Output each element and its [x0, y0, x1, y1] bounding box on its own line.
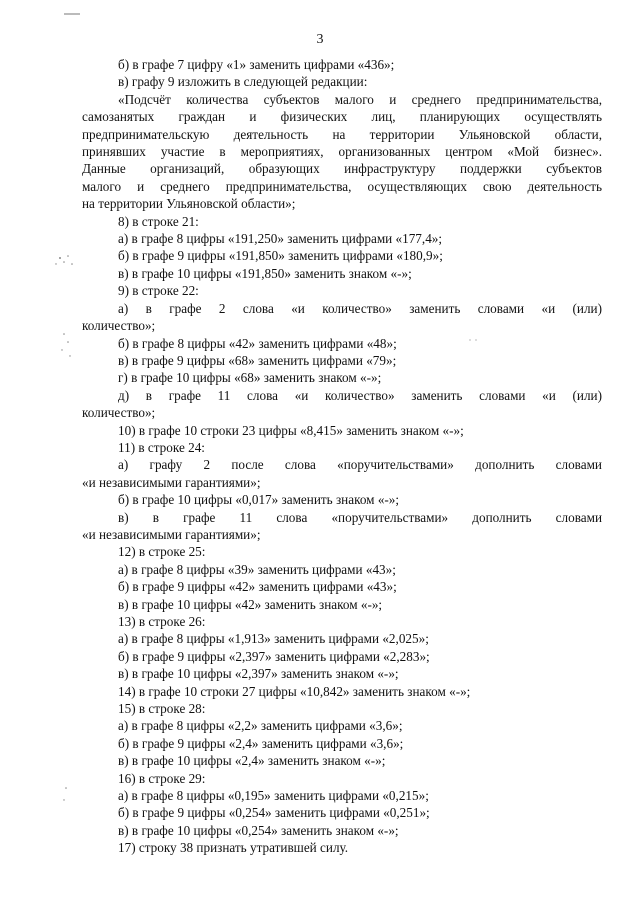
text-line: 13) в строке 26: — [118, 614, 206, 629]
text-line: а) в графе 8 цифры «2,2» заменить цифрами «3,6»; — [118, 718, 403, 734]
text-line: количество»; — [82, 405, 156, 421]
text-line: б) в графе 9 цифры «191,850» заменить цифрами «180,9»; — [118, 248, 443, 264]
text-line: самозанятых граждан и физических лиц, планирующих осуществлять — [82, 109, 602, 125]
text-line: б) в графе 8 цифры «42» заменить цифрами «48»; — [118, 335, 397, 351]
text-line: а) в графе 2 слова «и количество» заменить словами «и (или) — [118, 300, 602, 316]
text-line: б) в графе 9 цифры «42» заменить цифрами «43»; — [118, 579, 397, 595]
text-line: 9) в строке 22: — [118, 283, 199, 299]
text-line: д) в графе 11 слова «и количество» заменить словами «и (или) — [118, 387, 602, 403]
text-line: а) графу 2 после слова «поручительствами» дополнить словами — [118, 457, 602, 473]
text-line: б) в графе 9 цифры «2,4» заменить цифрами «3,6»; — [118, 735, 404, 751]
text-line: 8) в строке 21: — [118, 213, 199, 229]
text-line: в) в графе 10 цифры «2,4» заменить знаком «-»; — [118, 753, 386, 769]
document-body — [82, 56, 602, 857]
text-line: в) в графе 10 цифры «2,397» заменить знаком «-»; — [118, 666, 399, 682]
text-line: малого и среднего предпринимательства, осуществляющих свою деятельность — [82, 178, 602, 194]
text-line: принявших участие в мероприятиях, организованных центром «Мой бизнес». — [82, 144, 602, 160]
text-line: а) в графе 8 цифры «39» заменить цифрами «43»; — [118, 561, 396, 577]
text-line: в) в графе 11 слова «поручительствами» дополнить словами — [118, 509, 602, 525]
text-line: «и независимыми гарантиями»; — [82, 474, 261, 490]
text-line: количество»; — [82, 318, 156, 334]
text-line: 14) в графе 10 строки 27 цифры «10,842» заменить знаком «-»; — [118, 683, 471, 699]
text-line: 16) в строке 29: — [118, 770, 206, 786]
text-line: на территории Ульяновской области»; — [82, 196, 296, 212]
text-line: в) в графе 10 цифры «0,254» заменить знаком «-»; — [118, 822, 399, 838]
text-line: предпринимательскую деятельность на территории Ульяновской области, — [82, 126, 602, 142]
text-line: 15) в строке 28: — [118, 701, 206, 717]
text-line: Данные организаций, образующих инфраструктуру поддержки субъектов — [82, 161, 602, 177]
text-line: б) в графе 10 цифры «0,017» заменить знаком «-»; — [118, 492, 400, 508]
text-line: 10) в графе 10 строки 23 цифры «8,415» заменить знаком «-»; — [118, 422, 464, 438]
text-line: б) в графе 9 цифры «2,397» заменить цифрами «2,283»; — [118, 648, 430, 664]
text-line: 12) в строке 25: — [118, 544, 206, 560]
text-line: 11) в строке 24: — [118, 439, 205, 455]
text-line: а) в графе 8 цифры «1,913» заменить цифрами «2,025»; — [118, 631, 429, 647]
text-line: «Подсчёт количества субъектов малого и среднего предпринимательства, — [118, 91, 602, 107]
text-line: б) в графе 7 цифру «1» заменить цифрами «436»; — [118, 57, 395, 72]
text-line: а) в графе 8 цифры «0,195» заменить цифрами «0,215»; — [118, 788, 429, 804]
text-line: в) графу 9 изложить в следующей редакции: — [118, 74, 368, 90]
text-line: а) в графе 8 цифры «191,250» заменить цифрами «177,4»; — [118, 231, 443, 247]
text-line: 17) строку 38 признать утратившей силу. — [118, 840, 349, 856]
page-number: 3 — [316, 32, 324, 47]
text-line: б) в графе 9 цифры «0,254» заменить цифрами «0,251»; — [118, 805, 430, 821]
text-line: г) в графе 10 цифры «68» заменить знаком «-»; — [118, 370, 382, 386]
text-line: в) в графе 9 цифры «68» заменить цифрами «79»; — [118, 352, 397, 368]
text-line: в) в графе 10 цифры «191,850» заменить знаком «-»; — [118, 265, 412, 281]
text-line: в) в графе 10 цифры «42» заменить знаком «-»; — [118, 596, 383, 612]
text-line: «и независимыми гарантиями»; — [82, 526, 261, 542]
